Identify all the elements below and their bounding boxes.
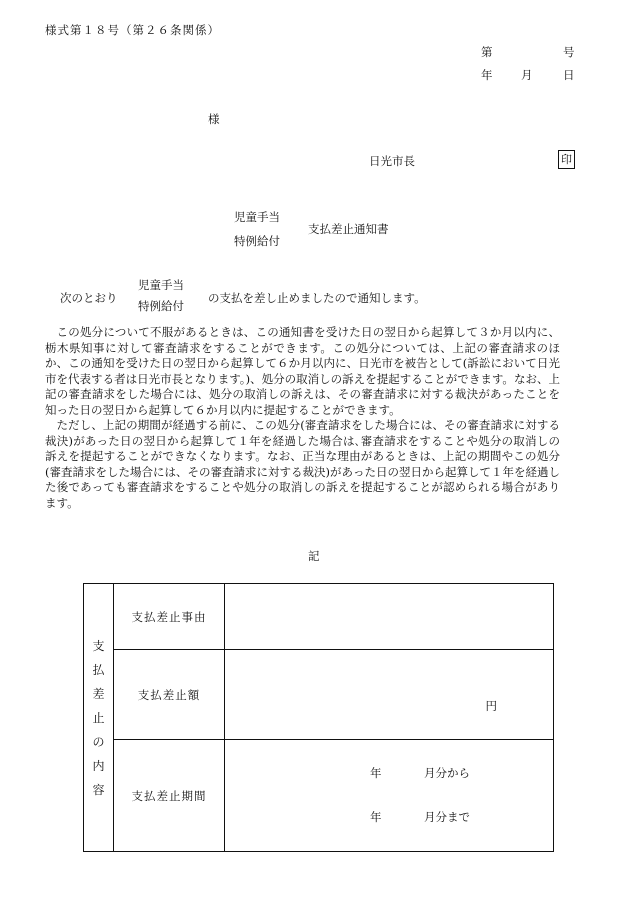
addressee-honorific: 様 bbox=[208, 112, 220, 126]
intro-option-child-allowance: 児童手当 bbox=[138, 278, 184, 292]
suspension-details-table bbox=[83, 583, 554, 852]
issuer-name: 日光市長 bbox=[369, 154, 415, 168]
document-number-suffix: 号 bbox=[563, 45, 575, 59]
title-option-special-benefit: 特例給付 bbox=[234, 234, 280, 248]
yen-unit: 円 bbox=[485, 699, 497, 713]
period-from-month: 月分から bbox=[424, 766, 470, 780]
appeal-paragraph-2: ただし、上記の期間が経過する前に、この処分(審査請求をした場合には、その審査請求に対する裁決)があった日の翌日から起算して１年を経過した場合は､審査請求をすることや処分の取消しの訴えを提起することができなくなります。なお、正当な理由があるときは、上記の期間やこの処分(審査請求をした場合には、その審査請求に対する裁決)があった日の翌日から起算して１年を経過した後であっても審査請求をすることや処分の取消しの訴えを提起することが認められる場合があります。 bbox=[45, 418, 560, 510]
seal-stamp: 印 bbox=[558, 150, 575, 169]
document-number-prefix: 第 bbox=[481, 45, 493, 59]
vertical-section-label bbox=[84, 584, 114, 852]
intro-prefix: 次のとおり bbox=[60, 291, 118, 305]
period-label: 支払差止期間 bbox=[114, 740, 225, 852]
ki-heading: 記 bbox=[308, 549, 320, 563]
reason-field[interactable] bbox=[225, 584, 554, 650]
amount-field[interactable] bbox=[225, 650, 554, 740]
date-month-label: 月 bbox=[521, 68, 533, 82]
period-from-year: 年 bbox=[370, 766, 382, 780]
intro-option-special-benefit: 特例給付 bbox=[138, 299, 184, 313]
amount-label: 支払差止額 bbox=[114, 650, 225, 740]
title-option-child-allowance: 児童手当 bbox=[234, 210, 280, 224]
vertical-char: 内 bbox=[92, 758, 105, 773]
period-to-month: 月分まで bbox=[424, 810, 470, 824]
date-year-label: 年 bbox=[481, 68, 493, 82]
period-field[interactable] bbox=[225, 740, 554, 852]
document-title: 支払差止通知書 bbox=[308, 222, 389, 236]
vertical-char: 容 bbox=[92, 782, 105, 797]
reason-label: 支払差止事由 bbox=[114, 584, 225, 650]
intro-suffix: の支払を差し止めましたので通知します。 bbox=[208, 291, 426, 305]
vertical-char: 差 bbox=[92, 686, 105, 701]
appeal-paragraph-1: この処分について不服があるときは、この通知書を受けた日の翌日から起算して３か月以内に、栃木県知事に対して審査請求をすることができます。この処分については、上記の審査請求のほか、この通知を受けた日の翌日から起算して６か月以内に、日光市を被告として(訴訟において日光市を代表する者は日光市長となります。)、処分の取消しの訴えを提起することができます。なお、上記の審査請求をした場合には、処分の取消しの訴えは、その審査請求に対する裁決があったことを知った日の翌日から起算して６か月以内に提起することができます。 bbox=[45, 325, 560, 417]
period-to-year: 年 bbox=[370, 810, 382, 824]
vertical-char: 止 bbox=[92, 710, 105, 725]
vertical-char: の bbox=[92, 734, 105, 749]
appeal-notice-text bbox=[45, 325, 560, 511]
form-number: 様式第１８号（第２６条関係） bbox=[45, 23, 220, 37]
date-day-label: 日 bbox=[563, 68, 575, 82]
vertical-char: 払 bbox=[92, 662, 105, 677]
vertical-char: 支 bbox=[92, 638, 105, 653]
